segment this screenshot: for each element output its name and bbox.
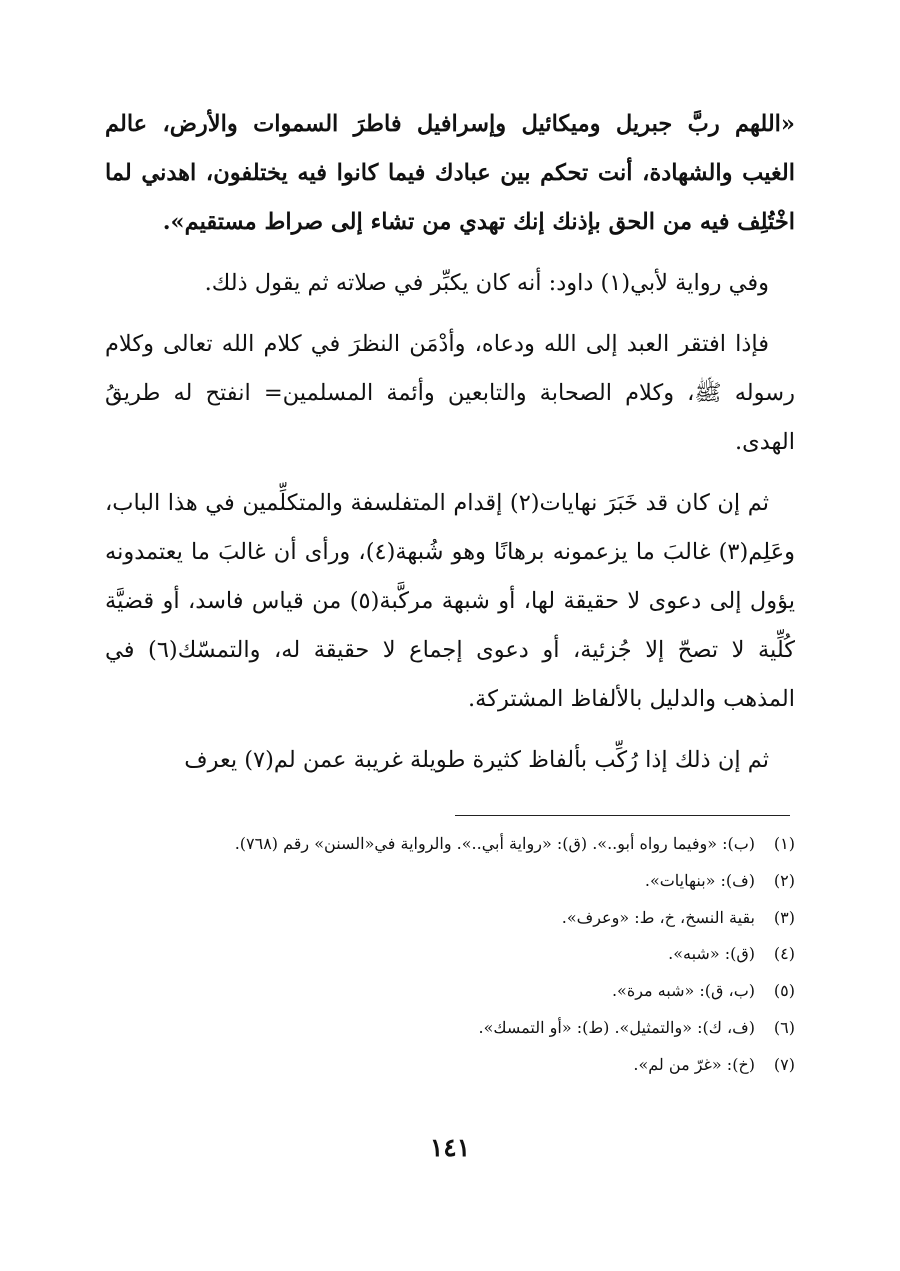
footnote-number: (٦) — [773, 1017, 795, 1037]
main-text — [105, 100, 795, 797]
footnote-number: (٤) — [773, 944, 795, 964]
paragraph-philosophers: ثم إن كان قد خَبَرَ نهايات(٢) إقدام المتفلسفة والمتكلِّمين في هذا الباب، وعَلِم(٣) غالبَ ما يزعمونه برهانًا وهو شُبهة(٤)، ورأى أن غالبَ ما يعتمدونه يؤول إلى دعوى لا حقيقة لها، أو شبهة مركَّبة(٥) من قياس فاسد، أو قضيَّة كُلِّية لا تصحّ إلا جُزئية، أو دعوى إجماع لا حقيقة له، والتمسّك(٦) في المذهب والدليل بالألفاظ المشتركة. — [105, 490, 796, 712]
footnote-number: (١) — [773, 834, 795, 853]
footnotes — [105, 826, 795, 1084]
dua-paragraph: «اللهم ربَّ جبريل وميكائيل وإسرافيل فاطرَ السموات والأرض، عالم الغيب والشهادة، أنت تحكم بين عبادك فيما كانوا فيه يختلفون، اهدني لما اخْتُلِف فيه من الحق بإذنك إنك تهدي من تشاء إلى صراط مستقيم». — [105, 111, 795, 235]
footnote — [105, 826, 795, 863]
footnote — [105, 1010, 795, 1047]
footnote — [105, 936, 795, 973]
footnote-text: بقية النسخ، خ، ط: «وعرف». — [561, 907, 755, 927]
footnote-text: (ق): «شبه». — [668, 944, 755, 964]
paragraph-guidance: فإذا افتقر العبد إلى الله ودعاه، وأدْمَن النظرَ في كلام الله تعالى وكلام رسوله ﷺ، وكلام الصحابة والتابعين وأئمة المسلمين= انفتح له طريقُ الهدى. — [105, 331, 795, 455]
page-number: ١٤١ — [429, 1133, 471, 1162]
riwaya-paragraph: وفي رواية لأبي(١) داود: أنه كان يكبِّر في صلاته ثم يقول ذلك. — [204, 270, 769, 296]
footnote-text: (ف): «بنهايات». — [644, 870, 755, 890]
footnote-separator — [455, 815, 790, 816]
footnote-number: (٧) — [773, 1054, 795, 1074]
footnote — [105, 900, 795, 937]
footnote — [105, 1047, 795, 1084]
footnote-number: (٥) — [773, 981, 795, 1001]
footnote-text: (ب، ق): «شبه مرة». — [611, 981, 755, 1001]
footnote-text: (ب): «وفيما رواه أبو..». (ق): «رواية أبي..». والرواية في«السنن» رقم (٧٦٨). — [234, 834, 755, 853]
paragraph-continuation: ثم إن ذلك إذا رُكِّب بألفاظ كثيرة طويلة غريبة عمن لم(٧) يعرف — [184, 747, 769, 773]
footnote-number: (٣) — [773, 907, 795, 927]
footnote — [105, 973, 795, 1010]
footnote-number: (٢) — [773, 870, 795, 890]
footnote-text: (خ): «غرّ من لم». — [633, 1054, 755, 1074]
footnote — [105, 863, 795, 900]
footnote-text: (ف، ك): «والتمثيل». (ط): «أو التمسك». — [478, 1017, 755, 1037]
